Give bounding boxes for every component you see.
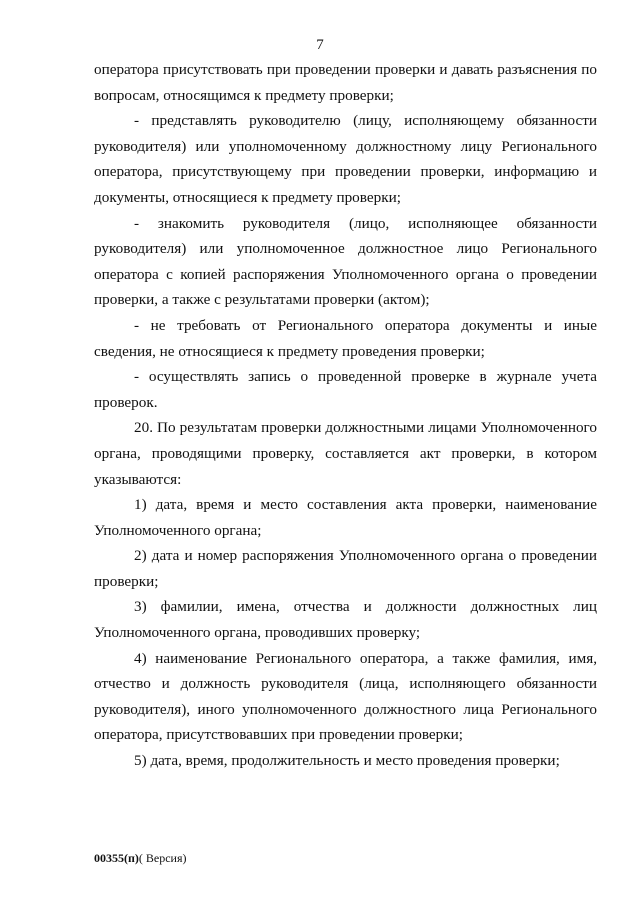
version-label: ( Версия) [138,851,187,865]
document-footer [94,851,187,865]
paragraph: 5) дата, время, продолжительность и место проведения проверки; [134,752,560,770]
paragraph: - не требовать от Регионального оператора документы и иные сведения, не относящиеся к предмету проведения проверки; [94,316,597,360]
paragraph: 4) наименование Регионального оператора, а также фамилия, имя, отчество и должность руководителя (лица, исполняющего обязанности руководителя), иного уполномоченного должностного лица Регионального оператора, присутствовавших при проведении проверки; [94,649,597,744]
paragraph: - знакомить руководителя (лицо, исполняющее обязанности руководителя) или уполномоченное должностное лицо Регионального оператора с копией распоряжения Уполномоченного органа о проведении проверки, а также с результатами проверки (актом); [94,214,597,309]
document-body [94,57,597,774]
paragraph: 1) дата, время и место составления акта проверки, наименование Уполномоченного органа; [94,496,597,539]
page-number: 7 [316,37,324,53]
paragraph: 20. По результатам проверки должностными лицами Уполномоченного органа, проводящими проверку, составляется акт проверки, в котором указываются: [94,419,597,488]
paragraph: - осуществлять запись о проведенной проверке в журнале учета проверок. [94,368,597,411]
document-code: 00355(п) [94,851,139,865]
paragraph: 2) дата и номер распоряжения Уполномоченного органа о проведении проверки; [94,547,597,590]
paragraph: 3) фамилии, имена, отчества и должности должностных лиц Уполномоченного органа, проводивших проверку; [94,598,597,642]
paragraph: оператора присутствовать при проведении проверки и давать разъяснения по вопросам, относящимся к предмету проверки; [94,61,597,104]
paragraph: - представлять руководителю (лицу, исполняющему обязанности руководителя) или уполномоченному должностному лицу Регионального оператора, присутствующему при проведении проверки, информацию и документы, относящиеся к предмету проверки; [94,112,597,206]
